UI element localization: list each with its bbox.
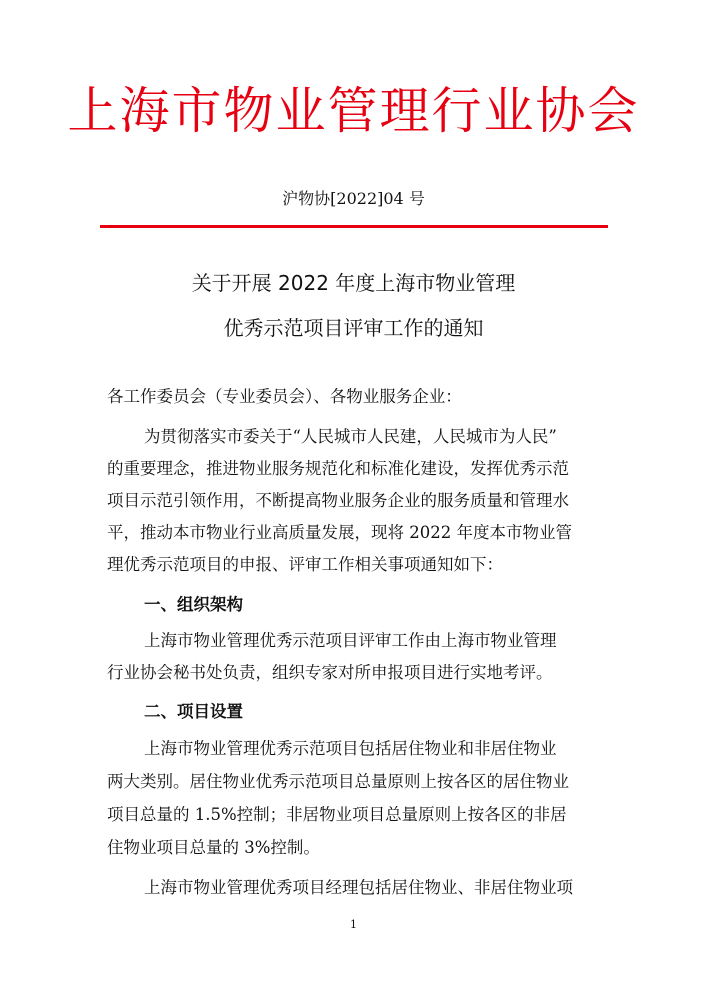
body-line: 行业协会秘书处负责，组织专家对所申报项目进行实地考评。 xyxy=(107,663,553,682)
page-number: 1 xyxy=(350,918,357,931)
body-line: 的重要理念，推进物业服务规范化和标准化建设，发挥优秀示范 xyxy=(107,459,569,478)
body-line: 项目总量的 1.5%控制；非居物业项目总量原则上按各区的非居 xyxy=(107,805,567,824)
section-heading-organization: 一、组织架构 xyxy=(144,595,243,614)
body-line: 平，推动本市物业行业高质量发展，现将 2022 年度本市物业管 xyxy=(107,523,572,542)
body-line: 上海市物业管理优秀示范项目包括居住物业和非居住物业 xyxy=(144,739,557,758)
body-line: 住物业项目总量的 3%控制。 xyxy=(107,838,320,857)
notice-title-line-2: 优秀示范项目评审工作的通知 xyxy=(223,316,484,340)
section-heading-project-setup: 二、项目设置 xyxy=(144,702,243,721)
red-divider-line xyxy=(100,225,608,228)
body-line: 上海市物业管理优秀示范项目评审工作由上海市物业管理 xyxy=(144,631,557,650)
document-number: 沪物协[2022]04 号 xyxy=(282,189,425,208)
salutation: 各工作委员会（专业委员会）、各物业服务企业： xyxy=(107,387,462,406)
notice-title-line-1: 关于开展 2022 年度上海市物业管理 xyxy=(191,271,516,295)
body-line: 两大类别。居住物业优秀示范项目总量原则上按各区的居住物业 xyxy=(107,772,569,791)
body-line: 理优秀示范项目的申报、评审工作相关事项通知如下： xyxy=(107,555,503,574)
organization-header: 上海市物业管理行业协会 xyxy=(67,82,640,140)
body-line: 上海市物业管理优秀项目经理包括居住物业、非居住物业项 xyxy=(144,878,573,897)
body-line: 为贯彻落实市委关于“人民城市人民建，人民城市为人民” xyxy=(144,427,557,446)
body-line: 项目示范引领作用，不断提高物业服务企业的服务质量和管理水 xyxy=(107,491,569,510)
